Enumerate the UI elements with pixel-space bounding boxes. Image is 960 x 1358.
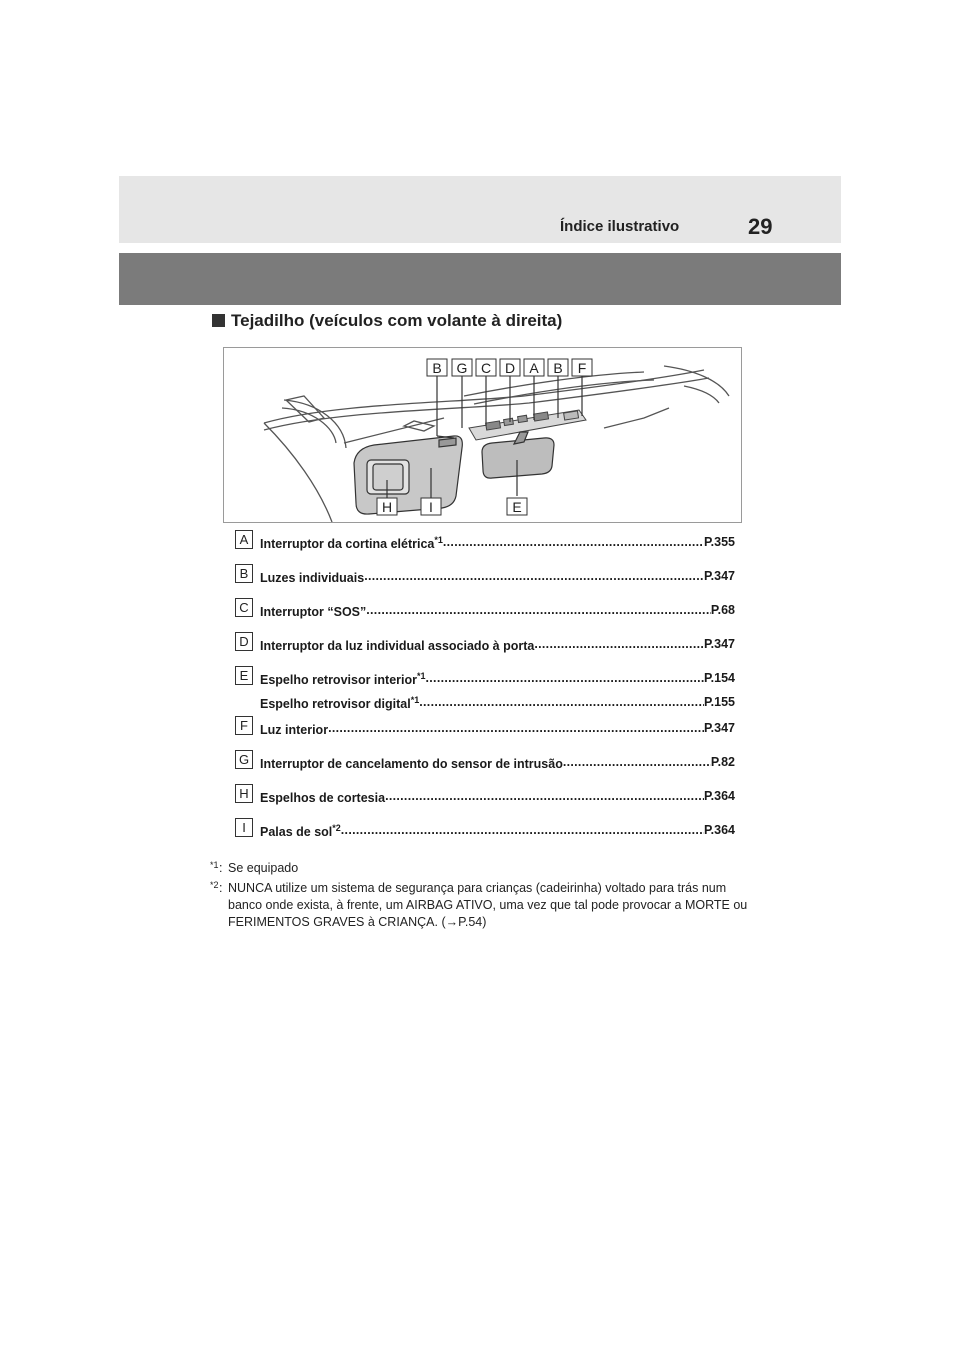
item-label: Interruptor “SOS” [260, 605, 367, 620]
item-label: Espelho retrovisor interior [260, 673, 417, 688]
list-item [235, 564, 735, 598]
item-letter: H [235, 784, 253, 803]
subheading-text: Tejadilho (veículos com volante à direita) [231, 311, 563, 330]
header-band [119, 176, 841, 243]
page-ref-link[interactable]: P.355 [703, 535, 735, 549]
section-title: Índice ilustrativo [560, 218, 680, 235]
item-letter: E [235, 666, 253, 685]
leader-dots [385, 789, 704, 805]
item-label: Interruptor da cortina elétrica [260, 537, 435, 552]
page-ref-link[interactable]: P.364 [703, 823, 735, 837]
list-item [235, 818, 735, 852]
leader-dots [328, 721, 704, 737]
callout-top-6: B [553, 360, 563, 376]
callout-top-3: C [480, 360, 492, 376]
callout-top-7: F [577, 360, 587, 376]
footnote-text: Se equipado [228, 861, 299, 875]
list-item [235, 750, 735, 784]
page-ref-link[interactable]: P.154 [703, 671, 735, 685]
leader-dots [341, 823, 704, 839]
list-item [235, 632, 735, 666]
footnote-colon: : [219, 881, 223, 895]
list-item [235, 530, 735, 564]
leader-dots [366, 603, 711, 619]
list-item [235, 716, 735, 750]
callout-bottom-3: E [512, 499, 522, 515]
item-label: Luzes individuais [260, 571, 365, 586]
page-ref-link[interactable]: P.347 [703, 637, 735, 651]
item-label: Espelho retrovisor digital [260, 697, 411, 712]
roof-illustration [223, 347, 742, 523]
header-gray-bar [119, 253, 841, 305]
item-label: Luz interior [260, 723, 329, 738]
leader-dots [534, 637, 704, 653]
footnote-colon: : [219, 861, 223, 875]
item-label: Palas de sol [260, 825, 333, 840]
item-label: Interruptor da luz individual associado à porta [260, 639, 535, 654]
leader-dots [364, 569, 704, 585]
item-sup: *1 [434, 535, 443, 545]
page-number: 29 [748, 214, 773, 239]
list-item [235, 690, 735, 716]
leader-dots [563, 755, 711, 771]
footnote [210, 880, 750, 931]
list-item [235, 598, 735, 632]
item-letter: F [235, 716, 253, 735]
item-letter: G [235, 750, 253, 769]
callout-bottom-1: H [381, 499, 393, 515]
item-letter: I [235, 818, 253, 837]
item-letter: D [235, 632, 253, 651]
subheading [212, 311, 562, 331]
leader-dots [443, 535, 704, 551]
footnote [210, 860, 750, 877]
item-label: Espelhos de cortesia [260, 791, 386, 806]
item-letter: A [235, 530, 253, 549]
callout-bottom-2: I [429, 499, 433, 515]
callout-top-2: G [456, 360, 468, 376]
footnotes [210, 860, 750, 934]
leader-dots [426, 671, 704, 687]
item-sup: *1 [416, 671, 426, 681]
page-ref-link[interactable]: P.68 [710, 603, 735, 617]
item-sup: *1 [410, 695, 420, 705]
callout-top-4: D [504, 360, 516, 376]
list-item [235, 784, 735, 818]
item-list [235, 530, 735, 852]
page-ref-link[interactable]: P.155 [703, 695, 735, 709]
page-ref-link[interactable]: P.347 [703, 721, 735, 735]
item-letter: B [235, 564, 253, 583]
footnote-mark: *2 [210, 880, 219, 890]
item-label: Interruptor de cancelamento do sensor de intrusão [260, 757, 563, 772]
square-bullet-icon [212, 314, 225, 327]
callout-top-5: A [529, 360, 539, 376]
footnote-text: NUNCA utilize um sistema de segurança para crianças (cadeirinha) voltado para trás num banco onde exista, à frente, um AIRBAG ATIVO, uma vez que tal pode provocar a MORTE ou FERIMENTOS GRAVES à CRIANÇA. (→P.54) [228, 881, 748, 929]
leader-dots [419, 695, 704, 711]
page-ref-link[interactable]: P.364 [703, 789, 735, 803]
page-ref-link[interactable]: P.347 [703, 569, 735, 583]
footnote-mark: *1 [210, 860, 219, 870]
item-sup: *2 [332, 823, 341, 833]
page-ref-link[interactable]: P.82 [710, 755, 735, 769]
item-letter: C [235, 598, 253, 617]
callout-top-1: B [432, 360, 442, 376]
roof-drawing [224, 348, 741, 522]
